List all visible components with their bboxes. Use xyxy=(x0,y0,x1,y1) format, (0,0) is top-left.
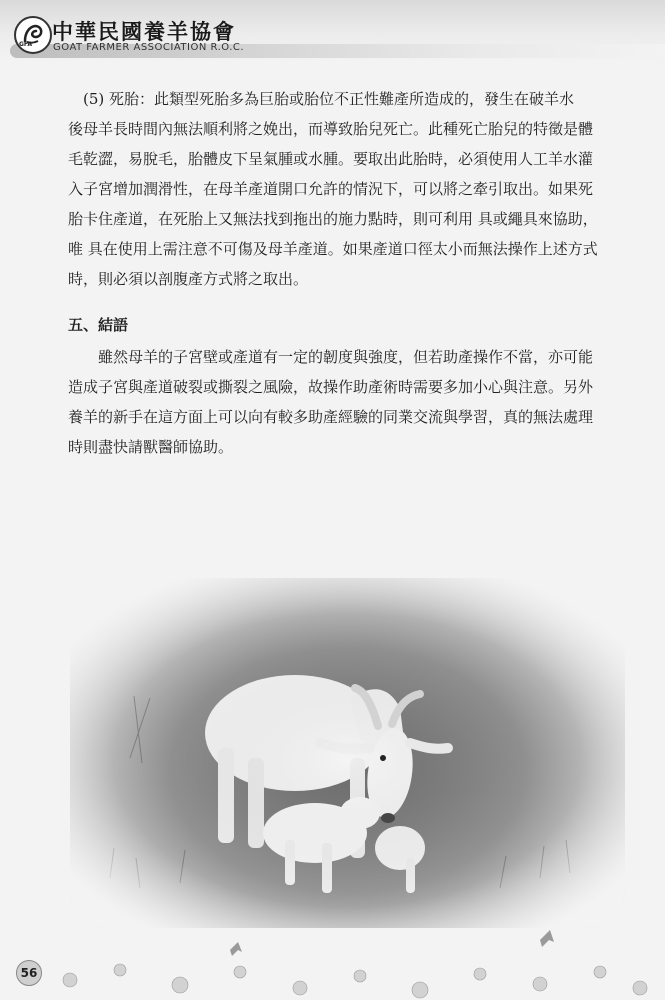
page-number: 56 xyxy=(16,960,42,986)
association-logo xyxy=(14,16,52,54)
text-line: 養羊的新手在這方面上可以向有較多助產經驗的同業交流與學習，真的無法處理 xyxy=(68,408,594,426)
text-line: 後母羊長時間內無法順利將之娩出，而導致胎兒死亡。此種死亡胎兒的特徵是體 xyxy=(68,120,594,138)
text-line: 毛乾澀，易脫毛，胎體皮下呈氣腫或水腫。要取出此胎時，必須使用人工羊水灌 xyxy=(68,150,594,168)
stillbirth-paragraph xyxy=(68,84,638,294)
org-name-zh: 中華民國養羊協會 xyxy=(52,19,236,44)
org-name-en: GOAT FARMER ASSOCIATION R.O.C. xyxy=(53,42,245,53)
text-line: 胎卡住產道，在死胎上又無法找到拖出的施力點時，則可利用 具或繩具來協助， xyxy=(68,210,598,228)
text-line: 時則盡快請獸醫師協助。 xyxy=(68,438,234,456)
page-header xyxy=(0,0,665,62)
conclusion-heading: 五、結語 xyxy=(68,316,129,334)
goat-illustration xyxy=(70,578,625,928)
text-line: 造成子宮與產道破裂或撕裂之風險，故操作助產術時需要多加小心與注意。另外 xyxy=(68,378,594,396)
logo-gfa-text: GFA xyxy=(19,41,32,48)
goat-nursing-photo xyxy=(70,578,625,928)
text-line: 時，則必須以剖腹產方式將之取出。 xyxy=(68,270,309,288)
butterfly-icon xyxy=(230,942,242,956)
text-line: 雖然母羊的子宮壁或產道有一定的韌度與強度，但若助產操作不當，亦可能 xyxy=(68,348,594,366)
text-line: 入子宮增加潤滑性，在母羊產道開口允許的情況下，可以將之牽引取出。如果死 xyxy=(68,180,594,198)
butterfly-icon xyxy=(540,930,554,947)
floral-footer-decoration xyxy=(0,910,665,1000)
text-line: (5) 死胎：此類型死胎多為巨胎或胎位不正性難產所造成的，發生在破羊水 xyxy=(68,90,575,108)
text-line: 唯 具在使用上需注意不可傷及母羊產道。如果產道口徑太小而無法操作上述方式 xyxy=(68,240,598,258)
conclusion-paragraph xyxy=(68,342,638,462)
